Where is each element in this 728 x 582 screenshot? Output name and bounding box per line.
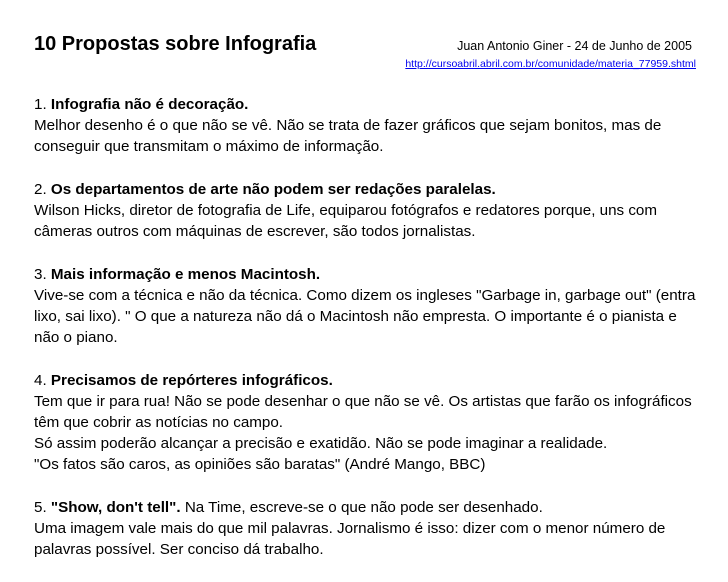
source-link[interactable]: http://cursoabril.abril.com.br/comunidade/materia_77959.shtml	[405, 58, 696, 70]
proposal-text: Tem que ir para rua! Não se pode desenhar o que não se vê. Os artistas que farão os infográficos têm que cobrir as notícias no campo.	[34, 392, 692, 431]
proposal-title: Mais informação e menos Macintosh.	[50, 265, 321, 283]
proposal-2	[34, 179, 700, 243]
proposal-list	[34, 94, 700, 582]
proposal-3	[34, 264, 700, 349]
proposal-number: 5.	[34, 498, 47, 516]
author-date: Juan Antonio Giner - 24 de Junho de 2005	[457, 39, 692, 53]
proposal-1	[34, 94, 700, 158]
proposal-quote: "Os fatos são caros, as opiniões são baratas" (André Mango, BBC)	[34, 456, 486, 474]
proposal-number: 1.	[34, 96, 47, 113]
proposal-text: Uma imagem vale mais do que mil palavras. Jornalismo é isso: dizer com o menor número de palavras possível. Ser conciso dá trabalho.	[34, 520, 666, 559]
proposal-heading	[34, 370, 700, 391]
proposal-title: Os departamentos de arte não podem ser redações paralelas.	[50, 180, 496, 198]
proposal-title: "Show, don't tell".	[50, 498, 181, 516]
proposal-5	[34, 497, 700, 561]
proposal-4	[34, 370, 700, 476]
proposal-heading	[34, 179, 700, 200]
proposal-title: Precisamos de repórteres infográficos.	[50, 371, 333, 389]
proposal-number: 4.	[34, 371, 47, 389]
proposal-text: Wilson Hicks, diretor de fotografia de Life, equiparou fotógrafos e redatores porque, uns com câmeras outros com máquinas de escrever, são todos jornalistas.	[34, 202, 658, 241]
proposal-text: Vive-se com a técnica e não da técnica. Como dizem os ingleses "Garbage in, garbage out" (entra lixo, sai lixo). " O que a natureza não dá o Macintosh não empresta. O importante é o pianista e não o piano.	[34, 286, 696, 347]
proposal-inline-text: Na Time, escreve-se o que não pode ser desenhado.	[184, 498, 543, 516]
proposal-title: Infografia não é decoração.	[50, 96, 249, 113]
proposal-number: 2.	[34, 180, 47, 198]
proposal-number: 3.	[34, 265, 47, 283]
proposal-heading	[34, 264, 700, 285]
proposal-text: Só assim poderão alcançar a precisão e exatidão. Não se pode imaginar a realidade.	[34, 435, 608, 453]
proposal-heading	[34, 497, 700, 518]
proposal-text: Melhor desenho é o que não se vê. Não se trata de fazer gráficos que sejam bonitos, mas de conseguir que transmitam o máximo de informação.	[34, 117, 662, 156]
page-title: 10 Propostas sobre Infografia	[34, 33, 317, 55]
proposal-heading	[34, 94, 700, 115]
